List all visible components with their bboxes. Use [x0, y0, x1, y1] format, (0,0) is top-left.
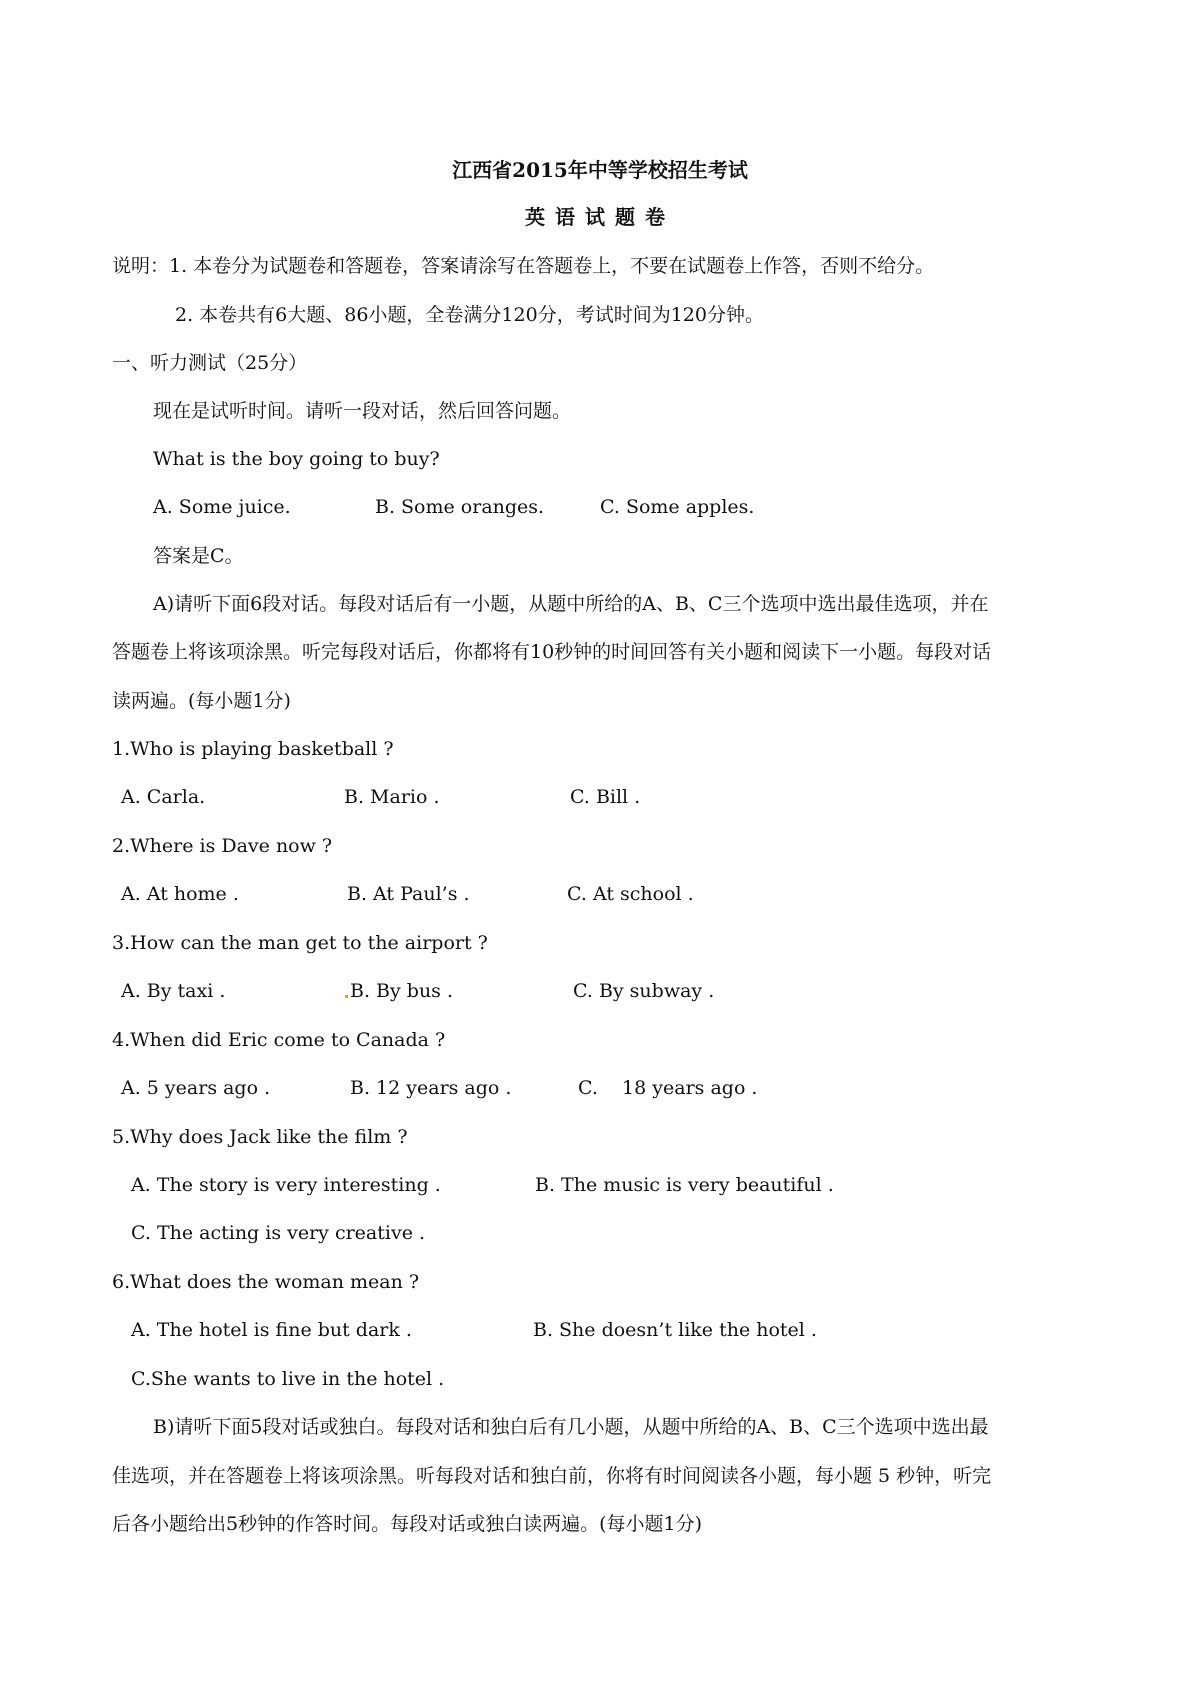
demo-answer: 答案是C。 [153, 545, 244, 567]
demo-question: What is the boy going to buy? [153, 448, 440, 470]
question-6-option-a: A. The hotel is fine but dark . [131, 1319, 412, 1341]
question-4-option-c: C. 18 years ago . [578, 1077, 758, 1099]
demo-option-b: B. Some oranges. [375, 496, 545, 518]
question-4-option-b: B. 12 years ago . [350, 1077, 512, 1099]
question-1-option-b: B. Mario . [344, 786, 440, 808]
part-a-line-2: 答题卷上将该项涂黑。听完每段对话后，你都将有10秒钟的时间回答有关小题和阅读下一小题。每段对话 [112, 641, 992, 663]
question-3: 3.How can the man get to the airport ? [112, 932, 488, 954]
question-5-option-a: A. The story is very interesting . [131, 1174, 441, 1196]
question-3-option-c: C. By subway . [573, 980, 715, 1002]
question-2-option-a: A. At home . [121, 883, 239, 905]
question-3-option-b: B. By bus . [350, 980, 454, 1002]
question-5-option-c: C. The acting is very creative . [131, 1222, 426, 1244]
ink-speck [345, 995, 348, 998]
section-heading-listening: 一、听力测试（25分） [112, 352, 308, 374]
demo-intro: 现在是试听时间。请听一段对话，然后回答问题。 [153, 400, 572, 422]
question-4: 4.When did Eric come to Canada ? [112, 1029, 446, 1051]
part-b-line-3: 后各小题给出5秒钟的作答时间。每段对话或独白读两遍。(每小题1分) [112, 1513, 703, 1535]
question-4-option-a: A. 5 years ago . [121, 1077, 271, 1099]
question-6-option-b: B. She doesn’t like the hotel . [533, 1319, 817, 1341]
question-5: 5.Why does Jack like the film ? [112, 1126, 408, 1148]
part-a-line-1: A)请听下面6段对话。每段对话后有一小题，从题中所给的A、B、C三个选项中选出最佳选项，并在 [153, 593, 989, 615]
question-2-option-b: B. At Paul’s . [347, 883, 470, 905]
question-1: 1.Who is playing basketball ? [112, 738, 394, 760]
question-2-option-c: C. At school . [567, 883, 694, 905]
part-b-line-1: B)请听下面5段对话或独白。每段对话和独白后有几小题，从题中所给的A、B、C三个选项中选出最 [153, 1416, 989, 1438]
instructions-line-1: 说明：1. 本卷分为试题卷和答题卷，答案请涂写在答题卷上，不要在试题卷上作答，否则不给分。 [112, 255, 935, 277]
part-b-line-2: 佳选项，并在答题卷上将该项涂黑。听每段对话和独白前，你将有时间阅读各小题，每小题 5 秒钟，听完 [112, 1465, 992, 1487]
exam-subtitle: 英语试题卷 [525, 205, 675, 229]
question-2: 2.Where is Dave now ? [112, 835, 333, 857]
exam-title: 江西省2015年中等学校招生考试 [452, 158, 748, 182]
demo-option-a: A. Some juice. [153, 496, 291, 518]
question-6: 6.What does the woman mean ? [112, 1271, 420, 1293]
question-1-option-c: C. Bill . [570, 786, 641, 808]
question-6-option-c: C.She wants to live in the hotel . [131, 1368, 445, 1390]
instructions-line-2: 2. 本卷共有6大题、86小题，全卷满分120分，考试时间为120分钟。 [175, 304, 764, 326]
part-a-line-3: 读两遍。(每小题1分) [112, 690, 291, 712]
question-1-option-a: A. Carla. [121, 786, 206, 808]
question-3-option-a: A. By taxi . [121, 980, 226, 1002]
demo-option-c: C. Some apples. [600, 496, 755, 518]
question-5-option-b: B. The music is very beautiful . [535, 1174, 834, 1196]
